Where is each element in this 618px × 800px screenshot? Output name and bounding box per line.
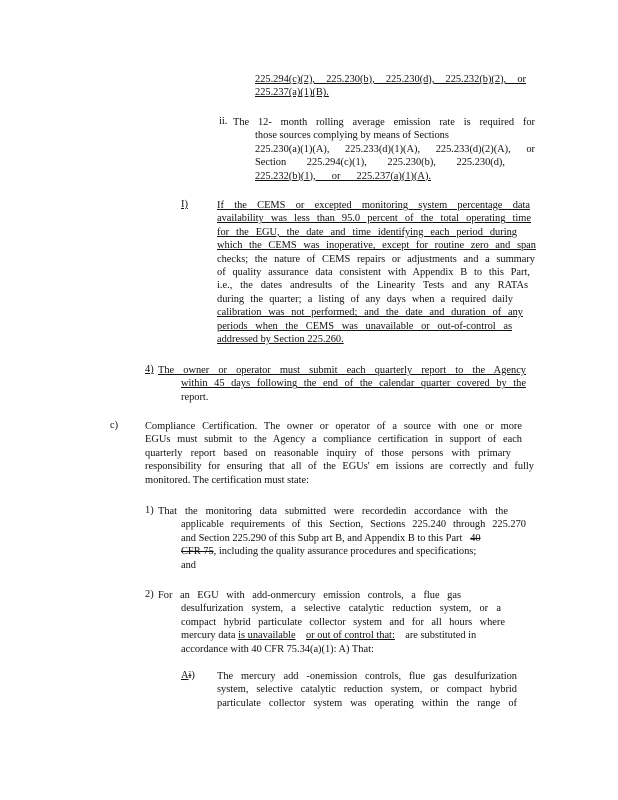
text-line: If the CEMS or excepted monitoring system percentage data (217, 200, 530, 211)
text-line: during the quarter; a listing of any days when a required daily (217, 293, 513, 305)
text-line: 225.232(b)(1), or 225.237(a)(1)(A). (255, 170, 431, 182)
item-ii-text-cont (255, 129, 535, 156)
item-2-text-cont (181, 602, 505, 656)
text-line: within 45 days following the end of the calendar quarter covered by the (181, 378, 526, 390)
struck-text: i (188, 670, 192, 681)
text-line: 225.230(a)(1)(A), 225.233(d)(1)(A), 225.233(d)(2)(A), or (255, 143, 535, 155)
marker-paren: ) (191, 670, 195, 681)
item-2-text (158, 589, 461, 602)
text-line: Section 225.294(c)(1), 225.230(b), 225.230(d), (255, 157, 505, 169)
text-line: For an EGU with add-onmercury emission controls, a flue gas (158, 590, 461, 601)
item-marker-c: c) (110, 420, 119, 431)
text-line: those sources complying by means of Sections (255, 130, 449, 142)
item-marker-4: 4) (145, 364, 154, 375)
text-line: That the monitoring data submitted were recordedin accordance with the (158, 506, 508, 517)
item-marker-2: 2) (145, 589, 154, 600)
marker-letter: A (181, 670, 189, 681)
text-line: Compliance Certification. The owner or operator of a source with one or more (145, 421, 522, 432)
item-1-text (158, 505, 508, 518)
struck-text: 40 (470, 532, 481, 544)
text-line (181, 532, 526, 545)
text-line (181, 629, 501, 642)
item-I-text (217, 199, 535, 346)
text-line: periods when the CEMS was unavailable or out-of-control as (217, 320, 512, 332)
text-run: are substituted in (405, 630, 477, 642)
text-run: and Section 225.290 of this Subp art B, and Appendix B to this Part (181, 532, 463, 544)
item-1-text-cont (181, 518, 526, 572)
text-line: checks; the nature of CEMS repairs or adjustments and a summary (217, 253, 535, 265)
underlined-text: is unavailable (238, 630, 296, 642)
item-ii-text (233, 116, 535, 129)
text-line: applicable requirements of this Section, Sections 225.240 through 225.270 (181, 519, 526, 531)
item-marker-ii: ii. (219, 116, 228, 127)
item-A-text (217, 670, 517, 710)
text-run: including the quality assurance procedures and specifications; (218, 546, 477, 558)
struck-text: CFR 75 (181, 546, 214, 558)
text-run: mercury data (181, 630, 236, 642)
item-c-text (145, 420, 534, 487)
text-line: desulfurization system, a selective catalytic reduction system, or a (181, 603, 501, 615)
text-line: i.e., the dates andresults of the Linearity Tests and any RATAs (217, 280, 528, 292)
text-line (181, 545, 526, 558)
text-line: particulate collector system was operating within the range of (217, 697, 517, 709)
text-line: system, selective catalytic reduction system, or compact hybrid (217, 684, 517, 696)
text-line: monitored. The certification must state: (145, 474, 309, 486)
text-line: accordance with 40 CFR 75.34(a)(1): A) That: (181, 643, 374, 655)
text-line: for the EGU, the date and time identifying each period during (217, 226, 517, 238)
text-line: addressed by Section 225.260. (217, 334, 344, 346)
item-marker-1: 1) (145, 505, 154, 516)
continuation-block (255, 73, 526, 100)
text-line: responsibility for ensuring that all of the EGUs' em issions are correctly and fully (145, 461, 534, 473)
text-line: 225.294(c)(2), 225.230(b), 225.230(d), 225.232(b)(2), or (255, 74, 526, 85)
text-line: and (181, 559, 197, 571)
item-ii-text-tail (255, 156, 505, 169)
text-line: The mercury add -onemission controls, flue gas desulfurization (217, 671, 517, 682)
text-line: The 12- month rolling average emission rate is required for (233, 117, 535, 128)
item-4-text (158, 364, 526, 377)
text-line: availability was less than 95.0 percent of the total operating time (217, 213, 531, 225)
item-ii-text-last (255, 170, 431, 183)
text-run: , (213, 546, 217, 558)
text-line: EGUs must submit to the Agency a compliance certification in support of each (145, 434, 522, 446)
item-marker-A (181, 670, 195, 681)
text-line: which the CEMS was inoperative, except for routine zero and span (217, 240, 536, 252)
text-line: report. (181, 391, 209, 403)
text-line: quarterly report based on reasonable inquiry of those persons with primary (145, 447, 511, 459)
item-4-text-cont (181, 377, 526, 404)
underlined-text: or out of control that: (305, 630, 395, 642)
item-marker-I: I) (181, 199, 188, 210)
text-line: compact hybrid particulate collector system and for all hours where (181, 616, 505, 628)
text-line: of quality assurance data consistent with Appendix B to this Part, (217, 267, 530, 279)
text-line: 225.237(a)(1)(B). (255, 87, 329, 99)
text-line: The owner or operator must submit each quarterly report to the Agency (158, 365, 526, 376)
text-line: calibration was not performed; and the date and duration of any (217, 307, 523, 319)
